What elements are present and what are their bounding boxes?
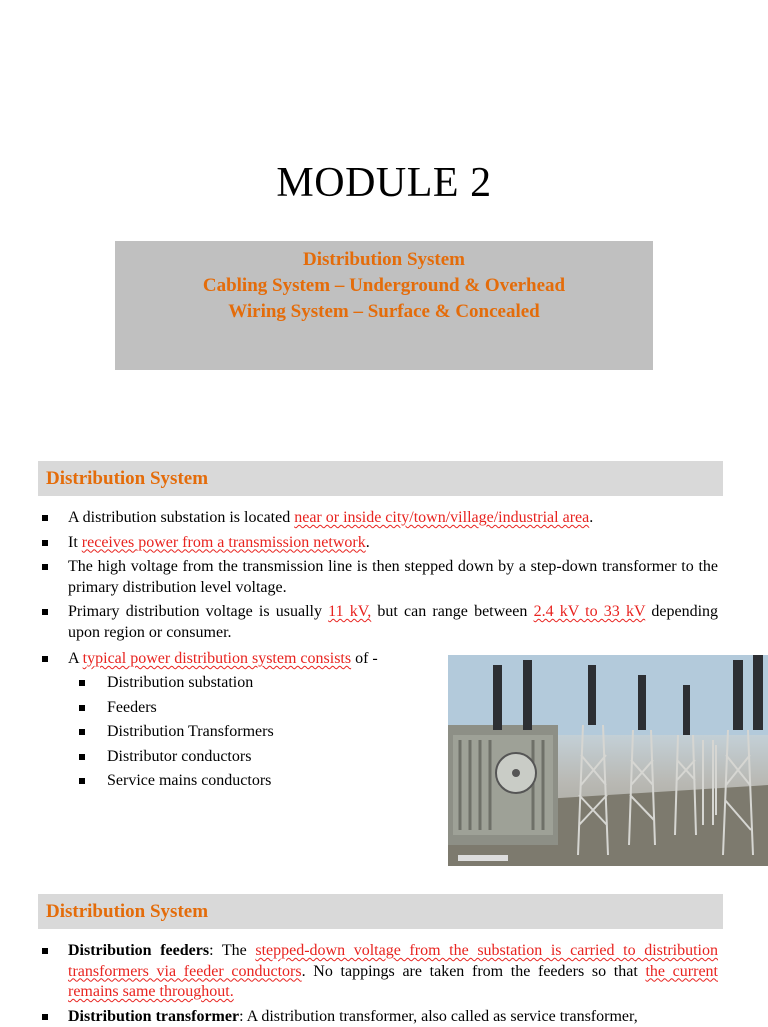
- component-item: Feeders: [75, 696, 415, 721]
- section1-bullet-list: [38, 508, 718, 670]
- component-item: Service mains conductors: [75, 769, 415, 794]
- bullet-primary-voltage: Primary distribution voltage is usually 11 kV, but can range between 2.4 kV to 33 kV depending upon region or consumer.: [38, 602, 718, 643]
- bullet-system-consists: A typical power distribution system consists of -: [38, 649, 418, 670]
- bullet-distribution-feeders: Distribution feeders: The stepped-down voltage from the substation is carried to distribution transformers via feeder conductors. No tappings are taken from the feeders so that the current remains same throughout.: [38, 941, 718, 1003]
- topic-distribution-system: Distribution System: [115, 247, 653, 273]
- bullet-receives-power: It receives power from a transmission network.: [38, 533, 718, 554]
- topic-wiring-system: Wiring System – Surface & Concealed: [115, 299, 653, 325]
- section-header-distribution-1: Distribution System: [38, 461, 723, 496]
- topics-box: [115, 241, 653, 370]
- section2-bullet-list: [38, 941, 718, 1027]
- substation-photo: [448, 655, 768, 866]
- module-title: MODULE 2: [0, 158, 768, 208]
- component-item: Distribution Transformers: [75, 720, 415, 745]
- components-list: [75, 671, 415, 794]
- component-item: Distribution substation: [75, 671, 415, 696]
- bullet-substation-location: A distribution substation is located near or inside city/town/village/industrial area.: [38, 508, 718, 529]
- topic-cabling-system: Cabling System – Underground & Overhead: [115, 273, 653, 299]
- section-header-distribution-2: Distribution System: [38, 894, 723, 929]
- bullet-step-down: The high voltage from the transmission line is then stepped down by a step-down transformer to the primary distribution level voltage.: [38, 557, 718, 598]
- bullet-distribution-transformer: Distribution transformer: A distribution transformer, also called as service transformer,: [38, 1007, 718, 1027]
- component-item: Distributor conductors: [75, 745, 415, 770]
